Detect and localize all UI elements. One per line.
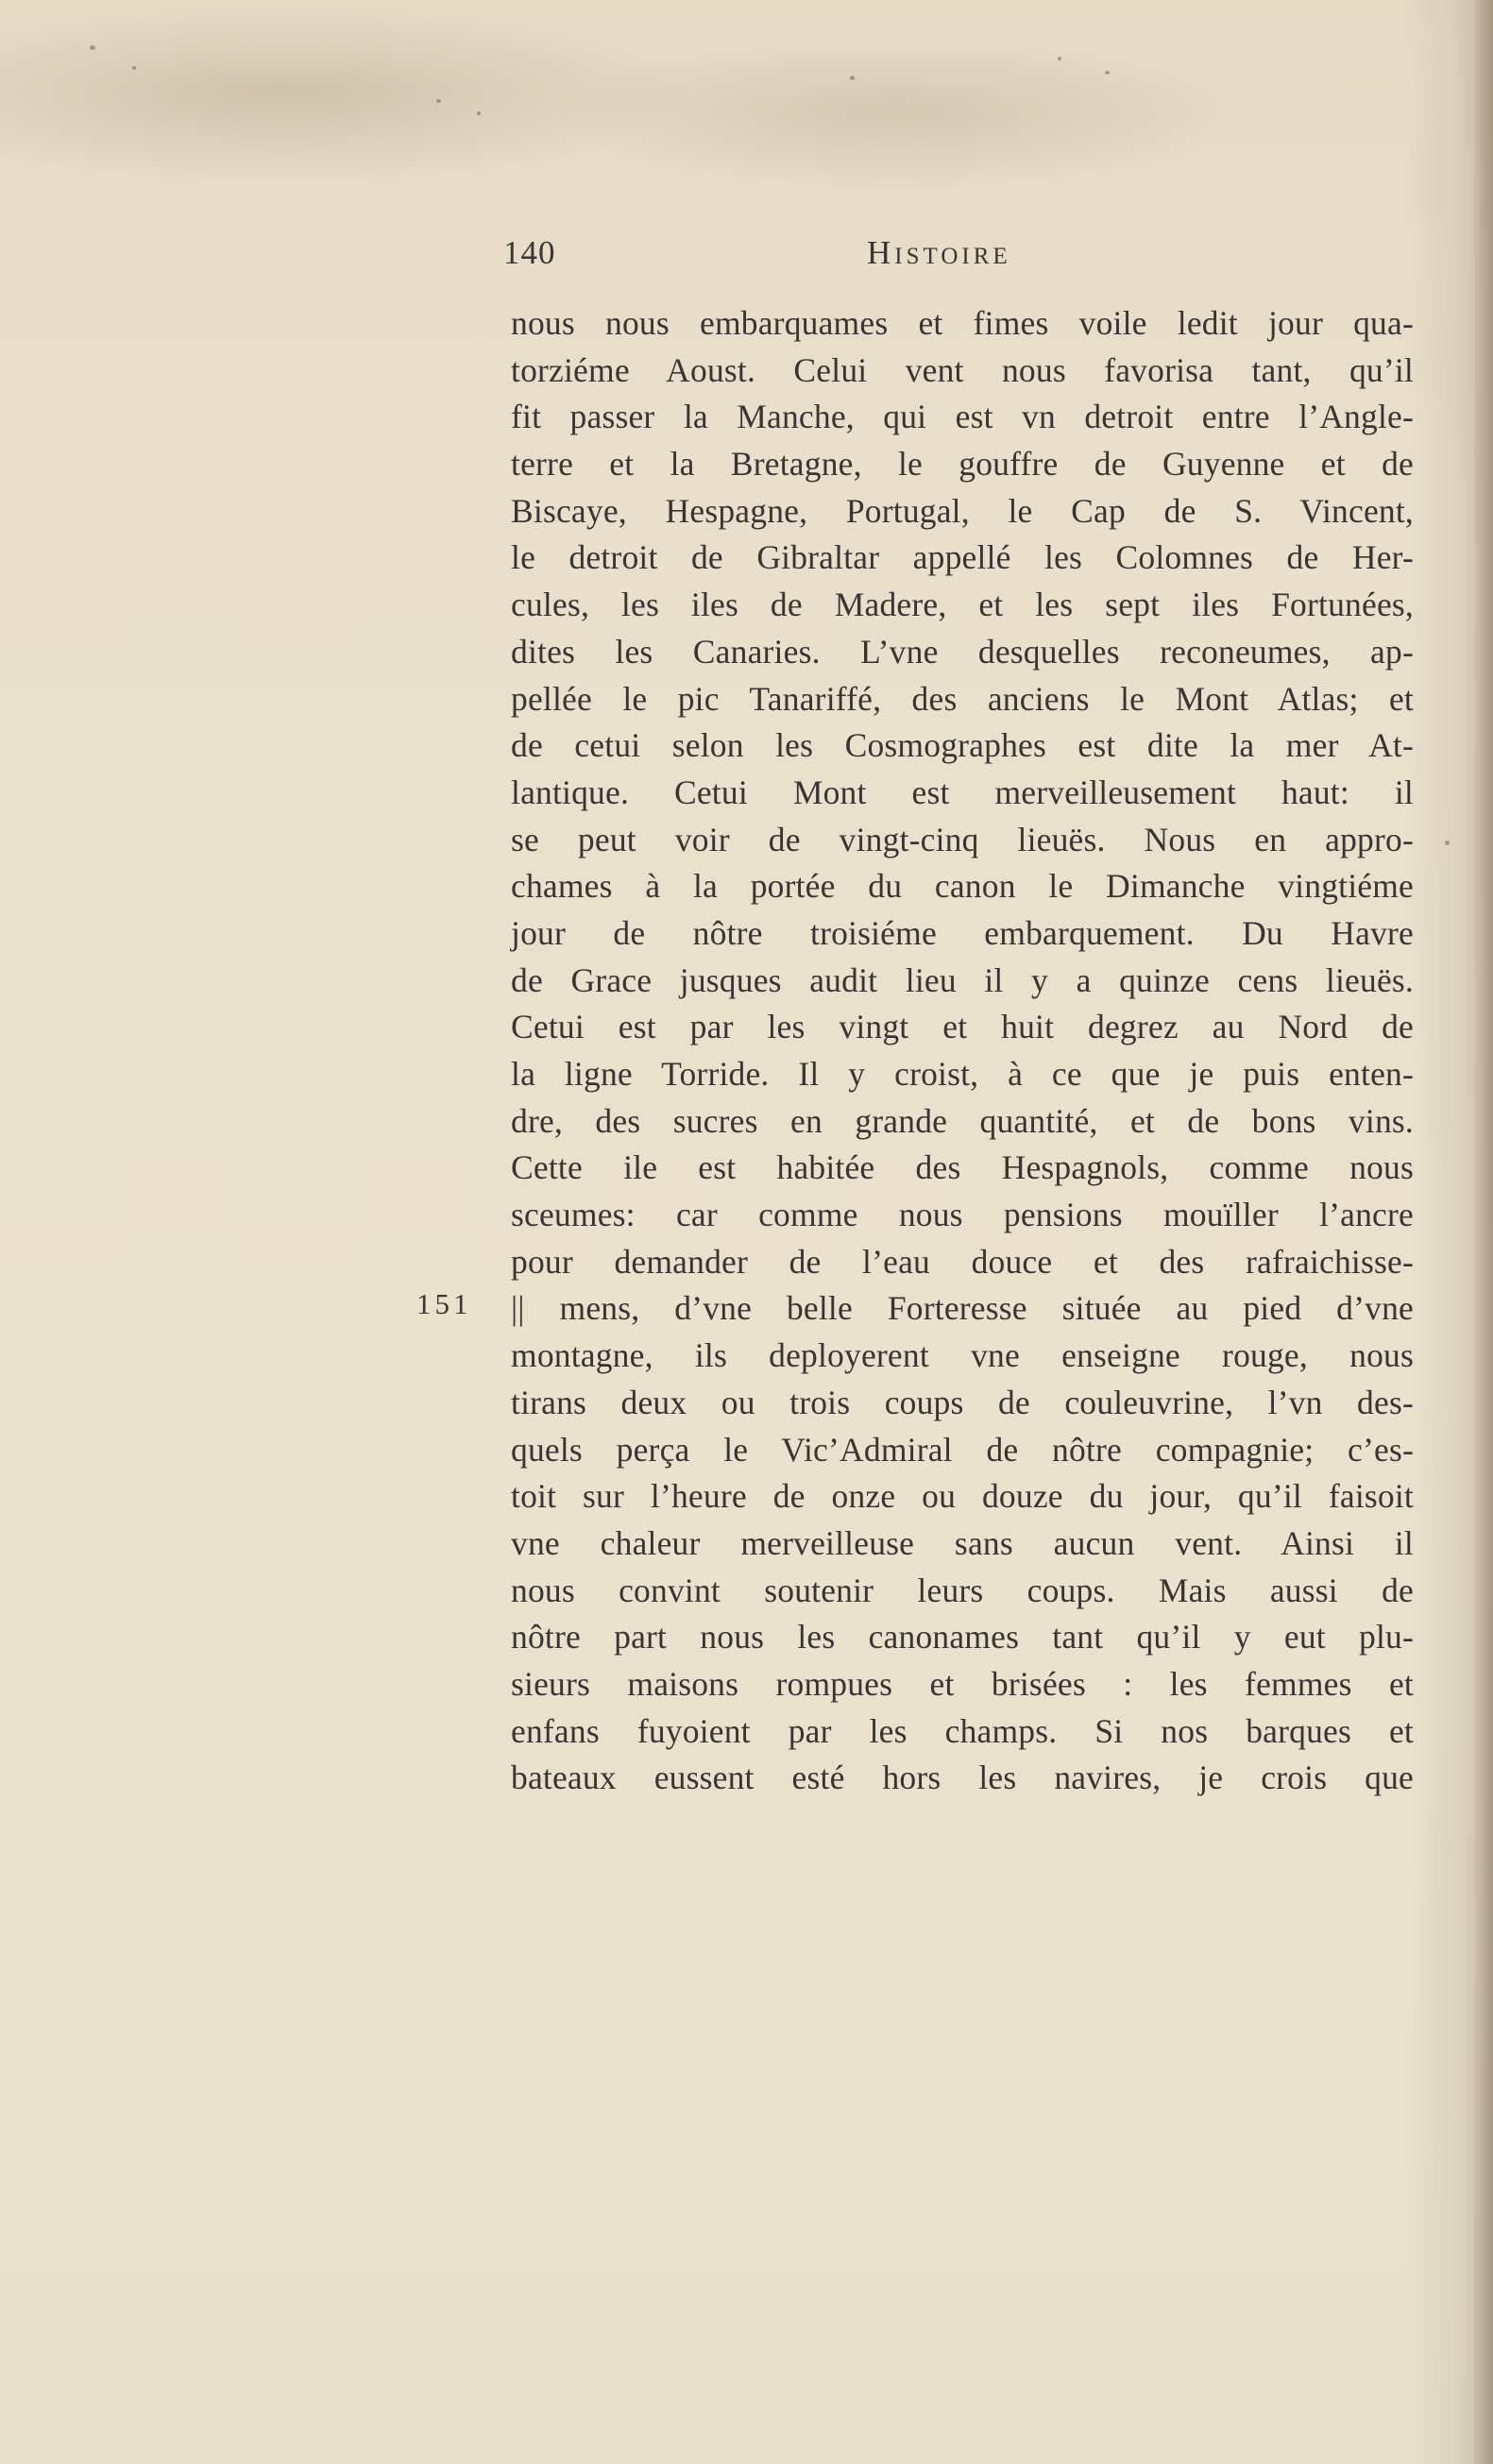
text-line: le detroit de Gibraltar appellé les Colomnes de Her- bbox=[511, 538, 1414, 577]
ink-speck bbox=[436, 99, 441, 103]
ink-speck bbox=[477, 111, 481, 115]
text-line: lantique. Cetui Mont est merveilleusement haut: il bbox=[511, 773, 1414, 811]
text-line: tirans deux ou trois coups de couleuvrine, l’vn des- bbox=[511, 1383, 1414, 1421]
text-line: la ligne Torride. Il y croist, à ce que je puis enten- bbox=[511, 1055, 1414, 1093]
text-line: nôtre part nous les canonames tant qu’il y eut plu- bbox=[511, 1618, 1414, 1657]
text-line: terre et la Bretagne, le gouffre de Guyenne et de bbox=[511, 445, 1414, 484]
text-line: bateaux eussent esté hors les navires, je crois que bbox=[511, 1759, 1414, 1797]
ink-speck bbox=[1445, 841, 1450, 845]
text-line: nous convint soutenir leurs coups. Mais aussi de bbox=[511, 1571, 1414, 1609]
body-text bbox=[511, 300, 1414, 1802]
ink-speck bbox=[850, 76, 855, 80]
page-number: 140 bbox=[503, 234, 556, 271]
text-line: cules, les iles de Madere, et les sept iles Fortunées, bbox=[511, 586, 1414, 624]
text-line: dre, des sucres en grande quantité, et de bons vins. bbox=[511, 1101, 1414, 1140]
text-line: de Grace jusques audit lieu il y a quinze cens lieuës. bbox=[511, 960, 1414, 999]
ink-speck bbox=[1105, 71, 1110, 75]
text-line: chames à la portée du canon le Dimanche vingtiéme bbox=[511, 867, 1414, 906]
page-edge-shadow bbox=[1474, 0, 1493, 2464]
ink-speck bbox=[132, 66, 136, 70]
text-line: vne chaleur merveilleuse sans aucun vent. Ainsi il bbox=[511, 1523, 1414, 1562]
text-line: montagne, ils deployerent vne enseigne rouge, nous bbox=[511, 1336, 1414, 1375]
text-line: pour demander de l’eau douce et des rafraichisse- bbox=[511, 1242, 1414, 1281]
text-line: de cetui selon les Cosmographes est dite la mer At- bbox=[511, 726, 1414, 765]
margin-page-reference: 151 bbox=[416, 1287, 472, 1320]
text-line: se peut voir de vingt-cinq lieuës. Nous en appro- bbox=[511, 820, 1414, 858]
ink-speck bbox=[90, 45, 95, 50]
text-line: sceumes: car comme nous pensions mouïller l’ancre bbox=[511, 1196, 1414, 1234]
text-line: || mens, d’vne belle Forteresse située au pied d’vne bbox=[511, 1289, 1414, 1328]
text-line: enfans fuyoient par les champs. Si nos barques et bbox=[511, 1711, 1414, 1750]
page-header bbox=[503, 234, 1410, 281]
text-line: dites les Canaries. L’vne desquelles reconeumes, ap- bbox=[511, 632, 1414, 671]
text-line: toit sur l’heure de onze ou douze du jour, qu’il faisoit bbox=[511, 1477, 1414, 1516]
text-line: Biscaye, Hespagne, Portugal, le Cap de S. Vincent, bbox=[511, 491, 1414, 530]
text-line: jour de nôtre troisiéme embarquement. Du Havre bbox=[511, 913, 1414, 952]
text-line: fit passer la Manche, qui est vn detroit entre l’Angle- bbox=[511, 398, 1414, 436]
text-line: Cette ile est habitée des Hespagnols, comme nous bbox=[511, 1148, 1414, 1187]
text-line: pellée le pic Tanariffé, des anciens le Mont Atlas; et bbox=[511, 679, 1414, 718]
text-line: Cetui est par les vingt et huit degrez au Nord de bbox=[511, 1008, 1414, 1046]
text-line: torziéme Aoust. Celui vent nous favorisa tant, qu’il bbox=[511, 350, 1414, 389]
running-title: Histoire bbox=[867, 234, 1011, 271]
text-line: quels perça le Vic’Admiral de nôtre compagnie; c’es- bbox=[511, 1430, 1414, 1469]
text-line: nous nous embarquames et fimes voile ledit jour qua- bbox=[511, 304, 1414, 342]
text-line: sieurs maisons rompues et brisées : les femmes et bbox=[511, 1664, 1414, 1703]
ink-speck bbox=[1058, 57, 1061, 60]
